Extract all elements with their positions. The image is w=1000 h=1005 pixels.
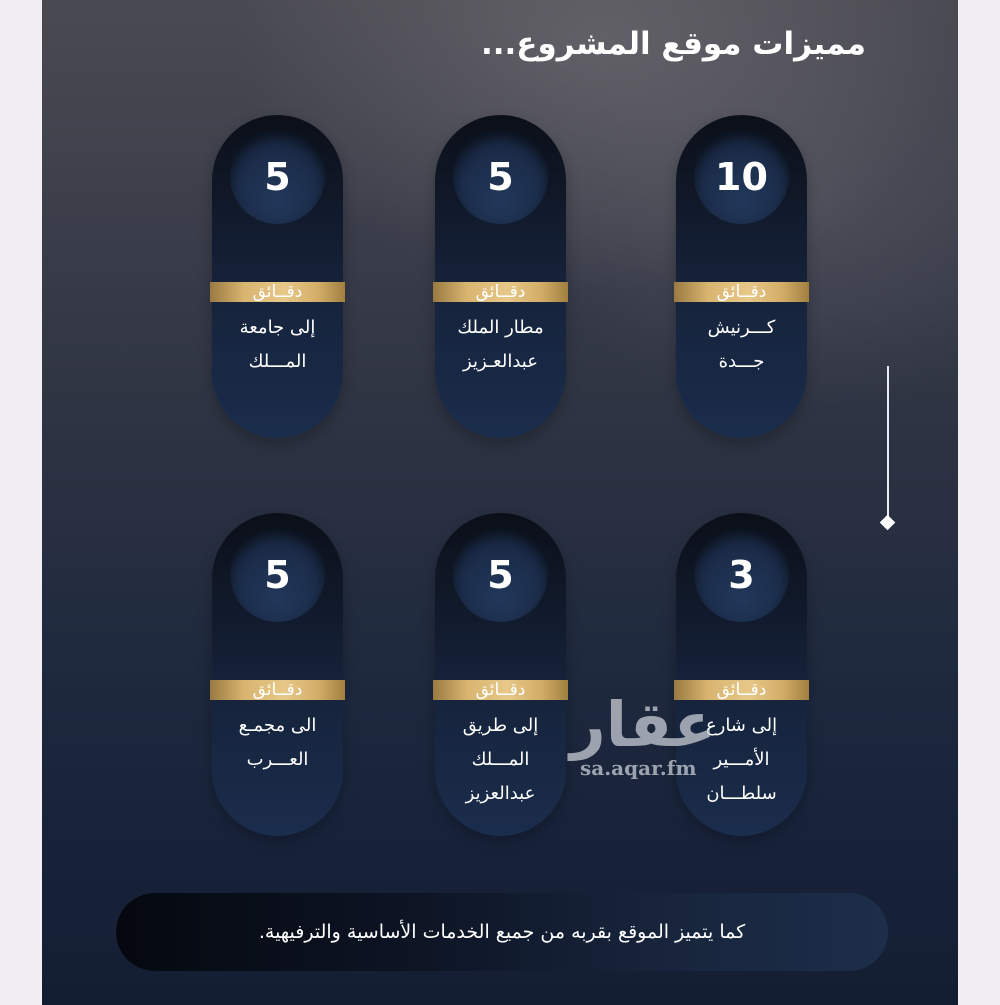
footer-banner [116,893,888,971]
number-circle [230,129,325,224]
watermark-url: sa.aqar.fm [580,756,697,780]
destination-line: جـــدة [718,351,765,372]
destination-line: عبدالعزيز [465,783,536,804]
minutes-number: 5 [264,154,291,199]
destination-text [682,311,801,379]
destination-line: عبدالعـزيز [463,351,538,372]
unit-band [210,282,345,302]
number-circle [453,527,548,622]
unit-band [433,680,568,700]
feature-card-university [212,115,343,438]
watermark-logo: عقار [570,688,716,761]
destination-text [441,311,560,379]
destination-line: الى مجمـع [238,715,317,736]
poster [42,0,958,1005]
feature-card-king-abdulaziz-road [435,513,566,836]
unit-label: دقــائق [716,680,767,700]
unit-label: دقــائق [252,680,303,700]
feature-card-corniche [676,115,807,438]
unit-label: دقــائق [475,680,526,700]
unit-band [433,282,568,302]
unit-band [674,282,809,302]
destination-text [218,709,337,777]
number-circle [453,129,548,224]
unit-label: دقــائق [475,282,526,302]
feature-card-arab-mall [212,513,343,836]
number-circle [694,527,789,622]
destination-line: سلطـــان [706,783,777,804]
unit-band [210,680,345,700]
destination-text [441,709,560,811]
page-title: مميزات موقع المشروع... [480,26,866,62]
minutes-number: 5 [264,552,291,597]
destination-line: إلى جامعة [239,317,316,338]
destination-line: مطار الملك [457,317,544,338]
minutes-number: 5 [487,154,514,199]
unit-label: دقــائق [252,282,303,302]
footer-text: كما يتميز الموقع بقربه من جميع الخدمات الأساسية والترفيهية. [258,921,746,943]
unit-label: دقــائق [716,282,767,302]
number-circle [230,527,325,622]
watermark [570,690,750,790]
destination-line: المـــلك [471,749,530,770]
minutes-number: 3 [728,552,755,597]
timeline-line [887,366,889,522]
destination-line: المـــلك [248,351,307,372]
destination-line: الأمـــير [713,749,770,770]
destination-line: العـــرب [246,749,309,770]
destination-line: إلى شارع [705,715,778,736]
diamond-marker-icon [880,515,896,531]
minutes-number: 5 [487,552,514,597]
destination-line: كـــرنيش [707,317,776,338]
destination-line: إلى طريق [462,715,539,736]
feature-card-airport [435,115,566,438]
minutes-number: 10 [715,154,768,199]
destination-text [218,311,337,379]
number-circle [694,129,789,224]
